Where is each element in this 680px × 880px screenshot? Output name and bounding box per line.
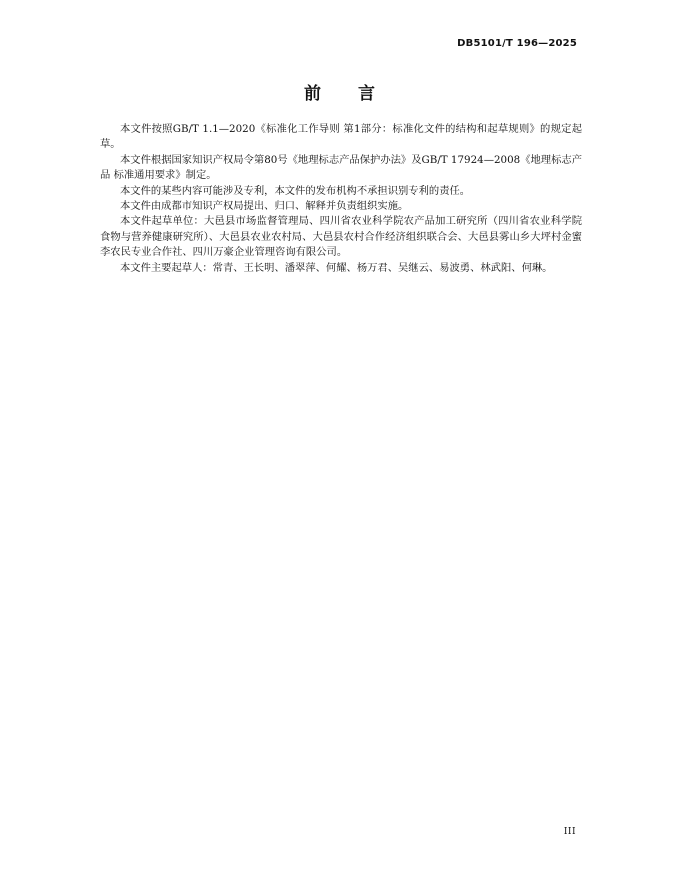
paragraph-drafting-rules: 本文件按照GB/T 1.1—2020《标准化工作导则 第1部分：标准化文件的结构和起草规则》的规定起草。: [100, 123, 582, 151]
paragraph-proposer: 本文件由成都市知识产权局提出、归口、解释并负责组织实施。: [120, 200, 409, 213]
title-char-2: 言: [358, 84, 376, 104]
paragraph-drafters: 本文件主要起草人：常青、王长明、潘翠萍、何耀、杨万君、吴继云、易波勇、林武阳、何琳。: [120, 261, 553, 274]
paragraph-patent-notice: 本文件的某些内容可能涉及专利，本文件的发布机构不承担识别专利的责任。: [120, 184, 471, 197]
document-code: DB5101/T 196—2025: [457, 38, 577, 49]
title-char-1: 前: [304, 84, 322, 104]
page-title: [0, 79, 680, 104]
paragraph-drafting-units: 本文件起草单位：大邑县市场监督管理局、四川省农业科学院农产品加工研究所（四川省农业科学院食物与营养健康研究所）、大邑县农业农村局、大邑县农村合作经济组织联合会、大邑县雾山乡大坪村金蜜李农民专业合作社、四川万豪企业管理咨询有限公司。: [100, 215, 582, 259]
page-number: III: [563, 827, 576, 837]
foreword-body: [100, 122, 582, 276]
paragraph-basis: 本文件根据国家知识产权局令第80号《地理标志产品保护办法》及GB/T 17924—2008《地理标志产品 标准通用要求》制定。: [100, 153, 582, 182]
